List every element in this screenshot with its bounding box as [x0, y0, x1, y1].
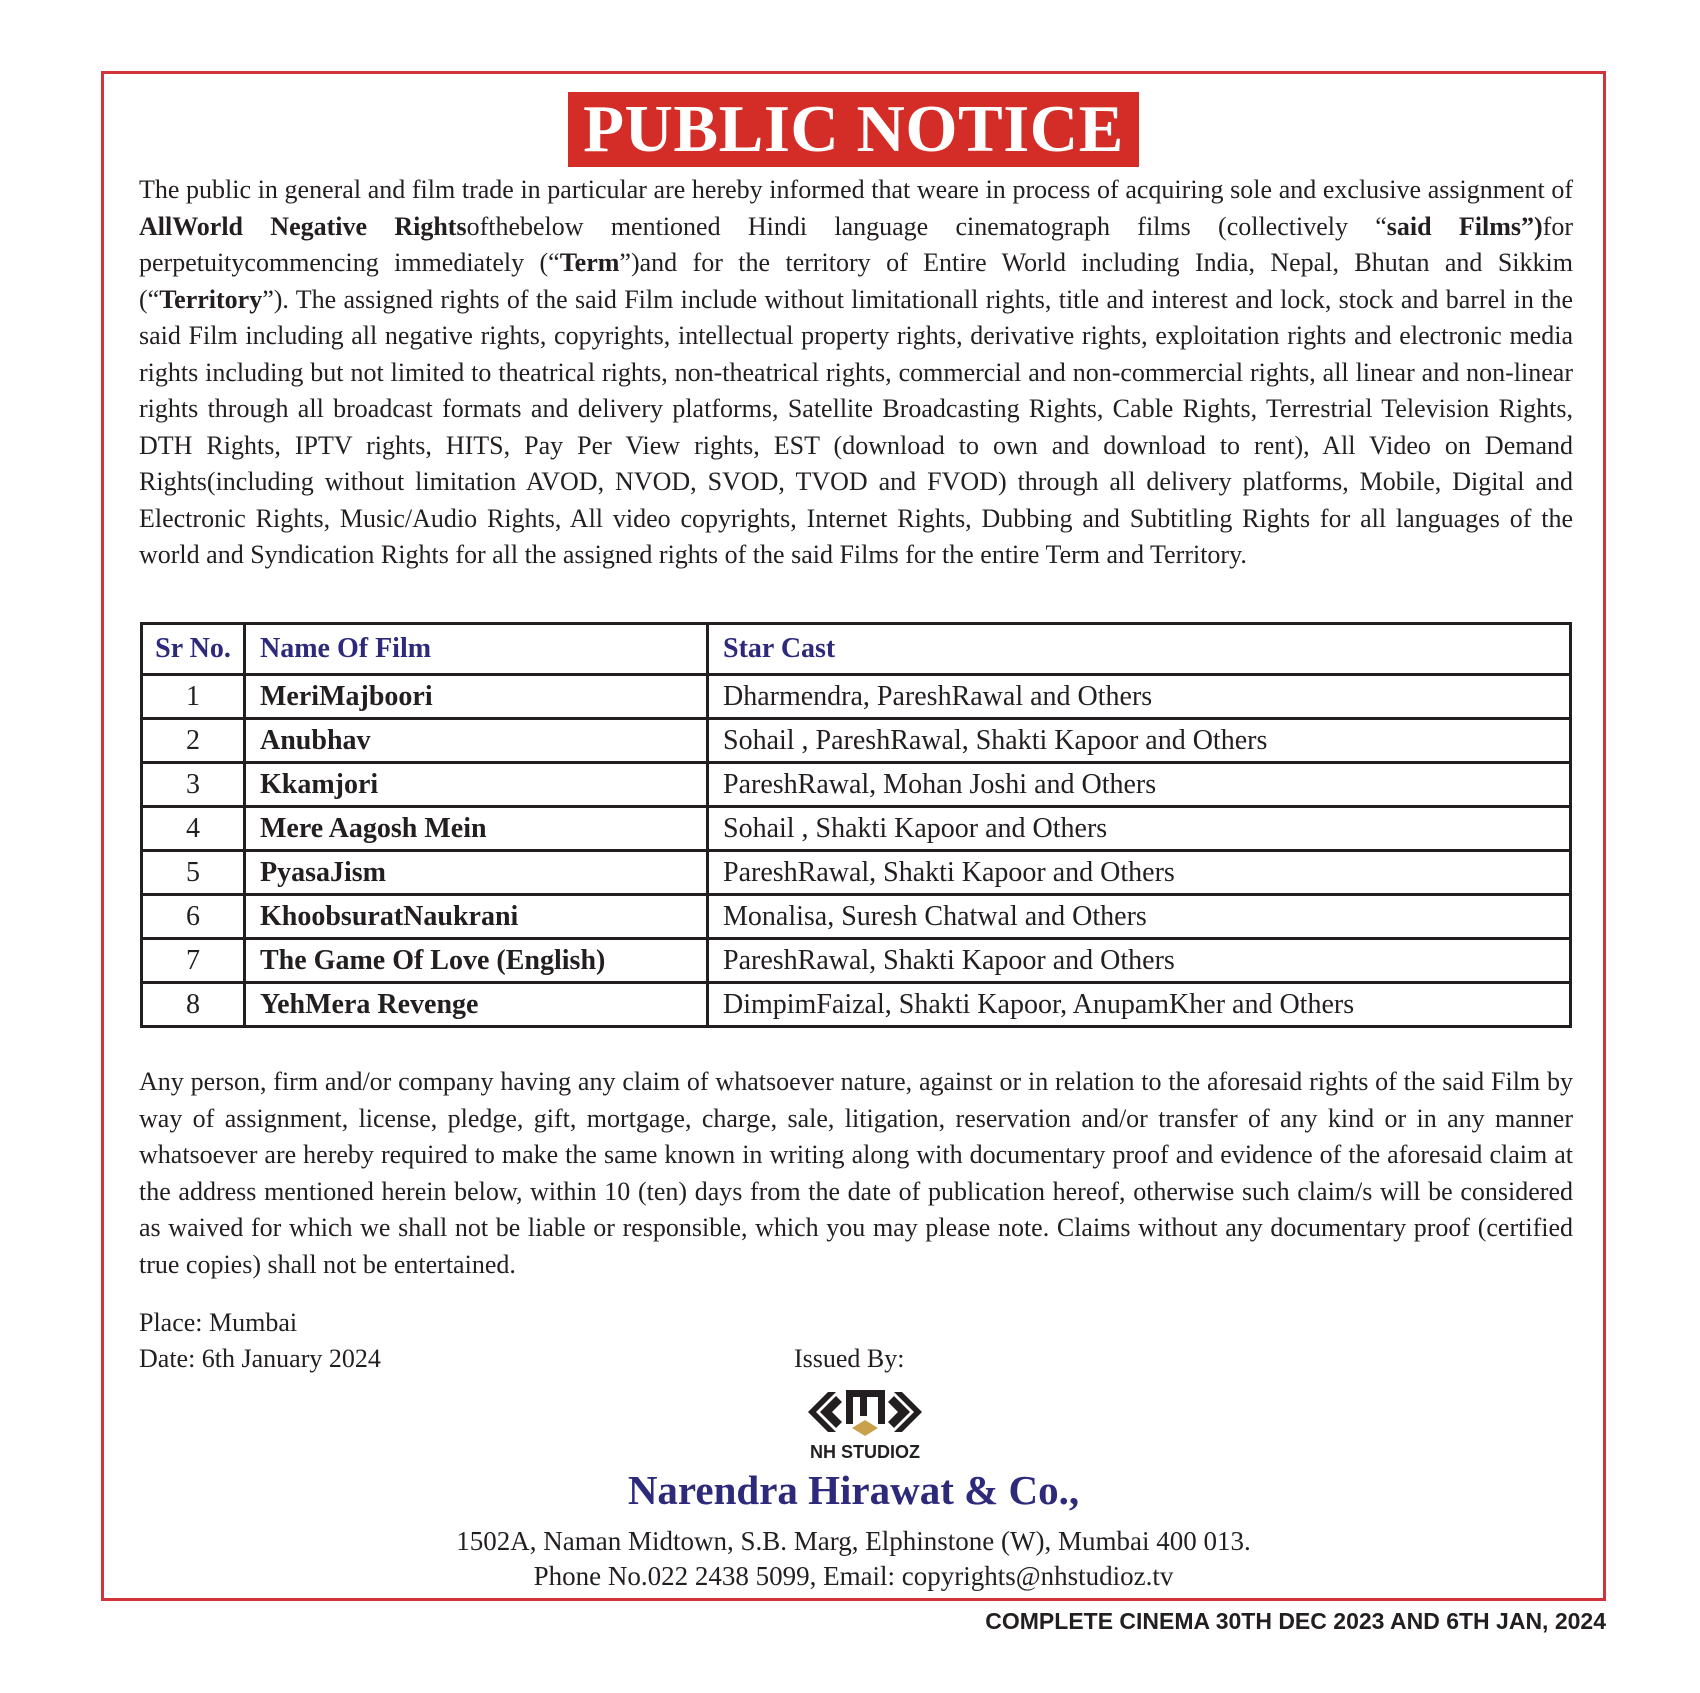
- row-film: Mere Aagosh Mein: [245, 807, 708, 851]
- row-sr: 1: [142, 675, 245, 719]
- row-film: PyasaJism: [245, 851, 708, 895]
- table-row: [142, 763, 1571, 807]
- logo-text: NH STUDIOZ: [810, 1442, 920, 1462]
- table-header-row: [142, 624, 1571, 675]
- row-film: YehMera Revenge: [245, 983, 708, 1027]
- row-sr: 7: [142, 939, 245, 983]
- row-sr: 5: [142, 851, 245, 895]
- title-wrap: [104, 92, 1603, 167]
- row-sr: 2: [142, 719, 245, 763]
- company-name: Narendra Hirawat & Co.,: [627, 1467, 1080, 1513]
- intro-text-2: ofthebelow mentioned Hindi language cinematograph films (collectively “: [466, 211, 1387, 241]
- row-cast: PareshRawal, Shakti Kapoor and Others: [708, 851, 1571, 895]
- row-film: MeriMajboori: [245, 675, 708, 719]
- row-cast: PareshRawal, Mohan Joshi and Others: [708, 763, 1571, 807]
- table-row: [142, 895, 1571, 939]
- table-row: [142, 719, 1571, 763]
- row-sr: 6: [142, 895, 245, 939]
- intro-text-3: for perpetuitycommencing immediately (“: [139, 211, 1573, 277]
- company-contact: Phone No.022 2438 5099, Email: copyrights@nhstudioz.tv: [533, 1561, 1174, 1591]
- row-cast: Sohail , PareshRawal, Shakti Kapoor and Others: [708, 719, 1571, 763]
- row-film: Kkamjori: [245, 763, 708, 807]
- table-row: [142, 939, 1571, 983]
- header-film-name: Name Of Film: [245, 624, 708, 675]
- table-row: [142, 675, 1571, 719]
- claims-paragraph: Any person, firm and/or company having any claim of whatsoever nature, against or in relation to the aforesaid rights of the said Film by way of assignment, license, pledge, gift, mortgage, charge, sale, litigation, reservation and/or transfer of any kind or in any manner whatsoever are hereby required to make the same known in writing along with documentary proof and evidence of the aforesaid claim at the address mentioned herein below, within 10 (ten) days from the date of publication hereof, otherwise such claim/s will be considered as waived for which we shall not be liable or responsible, which you may please note. Claims without any documentary proof (certified true copies) shall not be entertained.: [139, 1067, 1573, 1279]
- row-film: KhoobsuratNaukrani: [245, 895, 708, 939]
- header-sr-no: Sr No.: [142, 624, 245, 675]
- row-cast: PareshRawal, Shakti Kapoor and Others: [708, 939, 1571, 983]
- intro-text-1: The public in general and film trade in particular are hereby informed that weare in process of acquiring sole and exclusive assignment of: [139, 175, 1573, 204]
- intro-bold-rights: AllWorld Negative Rights: [139, 211, 467, 241]
- intro-bold-term: Term: [559, 248, 620, 277]
- intro-bold-films: said Films”): [1386, 211, 1543, 241]
- row-cast: DimpimFaizal, Shakti Kapoor, AnupamKher and Others: [708, 983, 1571, 1027]
- nh-studioz-logo: [790, 1382, 940, 1462]
- row-film: Anubhav: [245, 719, 708, 763]
- intro-text-5: ”). The assigned rights of the said Film include without limitationall rights, title and interest and lock, stock and barrel in the said Film including all negative rights, copyrights, intellectual property rights, derivative rights, exploitation rights and electronic media rights including but not limited to theatrical rights, non-theatrical rights, commercial and non-commercial rights, all linear and non-linear rights through all broadcast formats and delivery platforms, Satellite Broadcasting Rights, Cable Rights, Terrestrial Television Rights, DTH Rights, IPTV rights, HITS, Pay Per View rights, EST (download to own and download to rent), All Video on Demand Rights(including without limitation AVOD, NVOD, SVOD, TVOD and FVOD) through all delivery platforms, Mobile, Digital and Electronic Rights, Music/Audio Rights, All video copyrights, Internet Rights, Dubbing and Subtitling Rights for all languages of the world and Syndication Rights for all the assigned rights of the said Films for the entire Term and Territory.: [139, 284, 1573, 569]
- row-sr: 3: [142, 763, 245, 807]
- row-sr: 8: [142, 983, 245, 1027]
- company-address: 1502A, Naman Midtown, S.B. Marg, Elphinstone (W), Mumbai 400 013.: [456, 1526, 1251, 1556]
- table-row: [142, 983, 1571, 1027]
- table-row: [142, 851, 1571, 895]
- intro-paragraph: [139, 172, 1573, 574]
- row-sr: 4: [142, 807, 245, 851]
- intro-bold-territory: Territory: [159, 284, 263, 314]
- row-film: The Game Of Love (English): [245, 939, 708, 983]
- row-cast: Dharmendra, PareshRawal and Others: [708, 675, 1571, 719]
- place-line: Place: Mumbai: [139, 1308, 298, 1337]
- table-row: [142, 807, 1571, 851]
- notice-frame: [101, 71, 1606, 1601]
- row-cast: Monalisa, Suresh Chatwal and Others: [708, 895, 1571, 939]
- issued-by-label: Issued By:: [794, 1344, 905, 1373]
- notice-title: PUBLIC NOTICE: [568, 92, 1139, 167]
- row-cast: Sohail , Shakti Kapoor and Others: [708, 807, 1571, 851]
- films-table: [140, 622, 1572, 1028]
- date-line: Date: 6th January 2024: [139, 1344, 381, 1373]
- intro-text-4: ”)and for the territory of Entire World including India, Nepal, Bhutan and Sikkim (“: [139, 248, 1573, 314]
- header-star-cast: Star Cast: [708, 624, 1571, 675]
- publication-footer: COMPLETE CINEMA 30TH DEC 2023 AND 6TH JAN, 2024: [985, 1608, 1606, 1634]
